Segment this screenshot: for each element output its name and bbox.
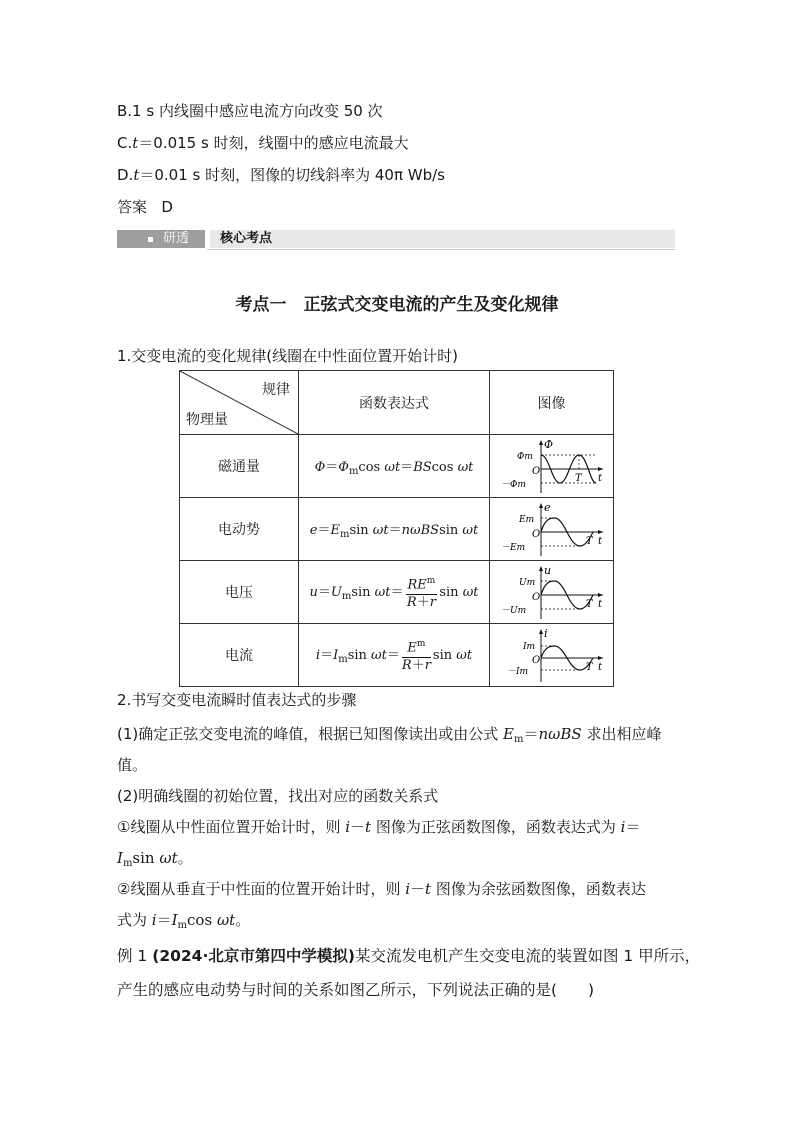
- example-line-2: 产生的感应电动势与时间的关系如图乙所示，下列说法正确的是( ): [117, 981, 595, 999]
- case-1-text-b: 图像为正弦函数图像，函数表达式为: [375, 818, 621, 836]
- emf-max-label: Em: [518, 515, 534, 525]
- case-2-line-1: ②线圈从垂直于中性面的位置开始计时，则 i－t 图像为余弦函数图像，函数表达: [117, 880, 646, 898]
- table-row: [180, 435, 614, 498]
- case-2-text-a: ②线圈从垂直于中性面的位置开始计时，则: [117, 880, 406, 898]
- flux-axis-label: Φ: [543, 438, 553, 451]
- flux-max-label: Φm: [516, 452, 533, 462]
- row-name-flux: 磁通量: [180, 435, 299, 498]
- case-2-line-2: 式为 $i=I_m\cos$ ωt。: [117, 911, 251, 931]
- option-c-text: ＝0.015 s 时刻，线圈中的感应电流最大: [138, 134, 409, 152]
- emf-T-label: T: [585, 536, 593, 547]
- flux-cosine-graph: [497, 437, 607, 495]
- voltage-axis-label: u: [543, 564, 551, 577]
- option-b: B.1 s 内线圈中感应电流方向改变 50 次: [117, 102, 383, 120]
- section-bar-tag: [117, 230, 205, 248]
- emf-origin-label: O: [531, 529, 540, 540]
- header-law: 规律: [262, 382, 290, 398]
- graph-current-cell: [490, 624, 614, 687]
- graph-emf-cell: [490, 498, 614, 561]
- step-1-line-2: 值。: [117, 756, 148, 774]
- step-1-text-b: 求出相应峰: [586, 725, 662, 743]
- formula-flux: $\Phi=\Phi_m\cos$ ωt＝BScos ωt: [299, 435, 490, 498]
- flux-t-label: t: [597, 473, 602, 484]
- flux-origin-label: O: [531, 466, 540, 477]
- header-graph: 图像: [490, 371, 614, 435]
- table-row: [180, 624, 614, 687]
- case-2-text-c: 式为: [117, 911, 152, 929]
- formula-emf: $e=E_m\sin$ ωt＝nωBSsin ωt: [299, 498, 490, 561]
- voltage-sine-graph: [497, 563, 607, 621]
- step-1-line-1: (1)确定正弦交变电流的峰值，根据已知图像读出或由公式 $E_m=n\omega BS$ 求出相应峰: [117, 725, 662, 745]
- table-row: [180, 561, 614, 624]
- current-t-label: t: [597, 662, 602, 673]
- voltage-origin-label: O: [531, 592, 540, 603]
- item-2-title: 2.书写交变电流瞬时值表达式的步骤: [117, 691, 357, 709]
- step-1-text-a: (1)确定正弦交变电流的峰值，根据已知图像读出或由公式: [117, 725, 504, 743]
- answer-value: D: [161, 198, 173, 216]
- header-quantity: 物理量: [186, 412, 228, 428]
- option-c-letter: C.: [117, 134, 133, 152]
- emf-sine-graph: [497, 500, 607, 558]
- option-c: [117, 133, 409, 153]
- case-1-text-a: ①线圈从中性面位置开始计时，则: [117, 818, 346, 836]
- graph-flux-cell: [490, 435, 614, 498]
- emf-axis-label: e: [543, 501, 551, 514]
- voltage-max-label: Um: [518, 578, 535, 588]
- header-expression: 函数表达式: [299, 371, 490, 435]
- case-2-text-d: 。: [235, 911, 251, 929]
- example-label: 例 1: [117, 947, 148, 965]
- case-1-text-c: 。: [177, 849, 193, 867]
- example-line-1: [117, 946, 700, 966]
- current-T-label: T: [585, 662, 593, 673]
- current-axis-label: i: [543, 627, 548, 640]
- row-name-emf: 电动势: [180, 498, 299, 561]
- voltage-neg-label: －Um: [500, 606, 526, 616]
- row-name-current: 电流: [180, 624, 299, 687]
- current-max-label: Im: [522, 642, 535, 652]
- option-d-text: ＝0.01 s 时刻，图像的切线斜率为 40π Wb/s: [139, 166, 445, 184]
- section-bar-title: 核心考点: [220, 231, 273, 246]
- answer-line: [117, 197, 173, 217]
- emf-neg-label: －Em: [500, 543, 525, 553]
- flux-T-label: T: [574, 473, 582, 484]
- current-origin-label: O: [531, 655, 540, 666]
- section-heading: 考点一 正弦式交变电流的产生及变化规律: [235, 295, 559, 315]
- row-name-voltage: 电压: [180, 561, 299, 624]
- case-1-line-1: ①线圈从中性面位置开始计时，则 i－t 图像为正弦函数图像，函数表达式为 i＝: [117, 818, 641, 836]
- option-c-var: t: [132, 134, 139, 152]
- case-1-line-2: $I_m\sin$ ωt。: [117, 849, 193, 869]
- square-bullet-icon: [148, 237, 153, 242]
- section-bar: [117, 230, 675, 250]
- voltage-t-label: t: [597, 599, 602, 610]
- law-table: [179, 370, 614, 687]
- current-sine-graph: [497, 626, 607, 684]
- option-d-var: t: [133, 166, 140, 184]
- option-d: [117, 165, 445, 185]
- step-2: (2)明确线圈的初始位置，找出对应的函数关系式: [117, 787, 439, 805]
- section-bar-title-box: [207, 230, 675, 248]
- answer-label: 答案: [117, 198, 148, 216]
- formula-voltage: $u=U_m\sin$ ωt＝ $\frac{RE^m}{R+r}$ sin ωt: [299, 561, 490, 624]
- table-header-diagonal: [180, 371, 299, 435]
- example-source: (2024·北京市第四中学模拟): [152, 947, 355, 965]
- section-bar-tag-text: 研透: [163, 231, 190, 246]
- emf-t-label: t: [597, 536, 602, 547]
- case-2-text-b: 图像为余弦函数图像，函数表达: [435, 880, 646, 898]
- flux-neg-label: －Φm: [500, 480, 526, 490]
- option-d-letter: D.: [117, 166, 134, 184]
- formula-current: $i=I_m\sin$ ωt＝ $\frac{E^m}{R+r}$ sin ωt: [299, 624, 490, 687]
- graph-voltage-cell: [490, 561, 614, 624]
- item-1-title: 1.交变电流的变化规律(线圈在中性面位置开始计时): [117, 347, 459, 365]
- voltage-T-label: T: [585, 599, 593, 610]
- table-row: [180, 498, 614, 561]
- example-text-1: 某交流发电机产生交变电流的装置如图 1 甲所示，: [354, 947, 701, 965]
- current-neg-label: －Im: [506, 667, 528, 677]
